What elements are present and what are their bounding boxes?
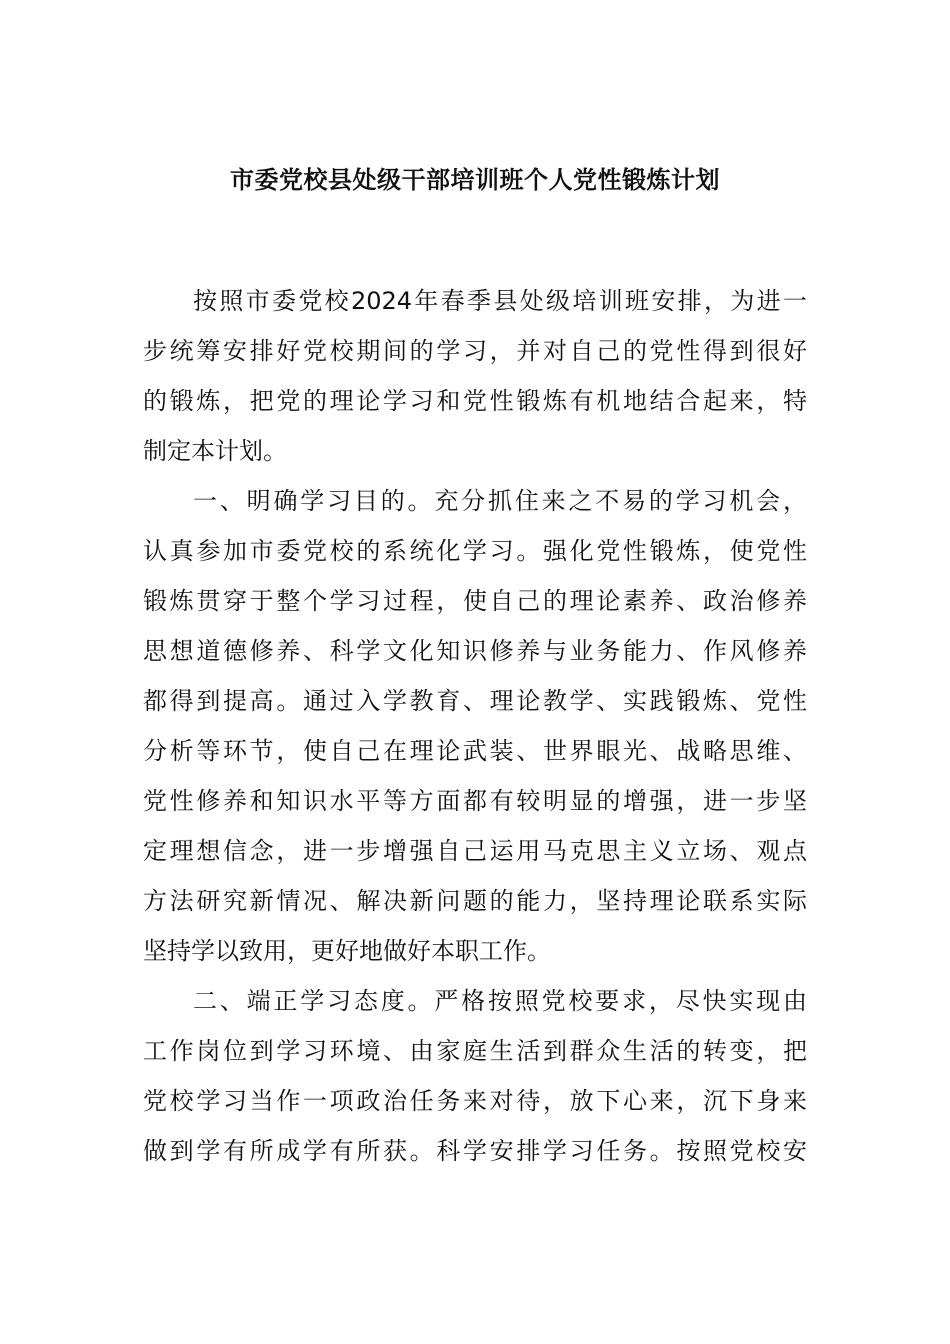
paragraph-line: 一、明确学习目的。充分抓住来之不易的学习机会， <box>193 487 807 515</box>
paragraph-line: 方法研究新情况、解决新问题的能力，坚持理论联系实际 <box>143 887 807 915</box>
paragraph-line: 坚持学以致用，更好地做好本职工作。 <box>143 937 551 965</box>
paragraph-line: 工作岗位到学习环境、由家庭生活到群众生活的转变，把 <box>143 1037 807 1065</box>
document-body <box>143 276 807 1176</box>
paragraph-line: 按照市委党校2024年春季县处级培训班安排，为进一 <box>193 287 807 315</box>
paragraph-line: 二、端正学习态度。严格按照党校要求，尽快实现由 <box>193 987 807 1015</box>
paragraph-line: 思想道德修养、科学文化知识修养与业务能力、作风修养 <box>143 637 807 665</box>
paragraph-line: 都得到提高。通过入学教育、理论教学、实践锻炼、党性 <box>143 687 807 715</box>
paragraph-line: 做到学有所成学有所获。科学安排学习任务。按照党校安 <box>143 1137 807 1165</box>
paragraph-line: 步统筹安排好党校期间的学习，并对自己的党性得到很好 <box>143 337 807 365</box>
paragraph-line: 认真参加市委党校的系统化学习。强化党性锻炼，使党性 <box>143 537 807 565</box>
paragraph-line: 锻炼贯穿于整个学习过程，使自己的理论素养、政治修养 <box>143 587 807 615</box>
paragraph-line: 分析等环节，使自己在理论武装、世界眼光、战略思维、 <box>143 737 807 765</box>
paragraph-line: 制定本计划。 <box>143 437 287 465</box>
paragraph-line: 党性修养和知识水平等方面都有较明显的增强，进一步坚 <box>143 787 807 815</box>
paragraph-line: 定理想信念，进一步增强自己运用马克思主义立场、观点 <box>143 837 807 865</box>
document-title: 市委党校县处级干部培训班个人党性锻炼计划 <box>230 166 720 194</box>
paragraph-line: 党校学习当作一项政治任务来对待，放下心来，沉下身来 <box>143 1087 807 1115</box>
paragraph-line: 的锻炼，把党的理论学习和党性锻炼有机地结合起来，特 <box>143 387 807 415</box>
